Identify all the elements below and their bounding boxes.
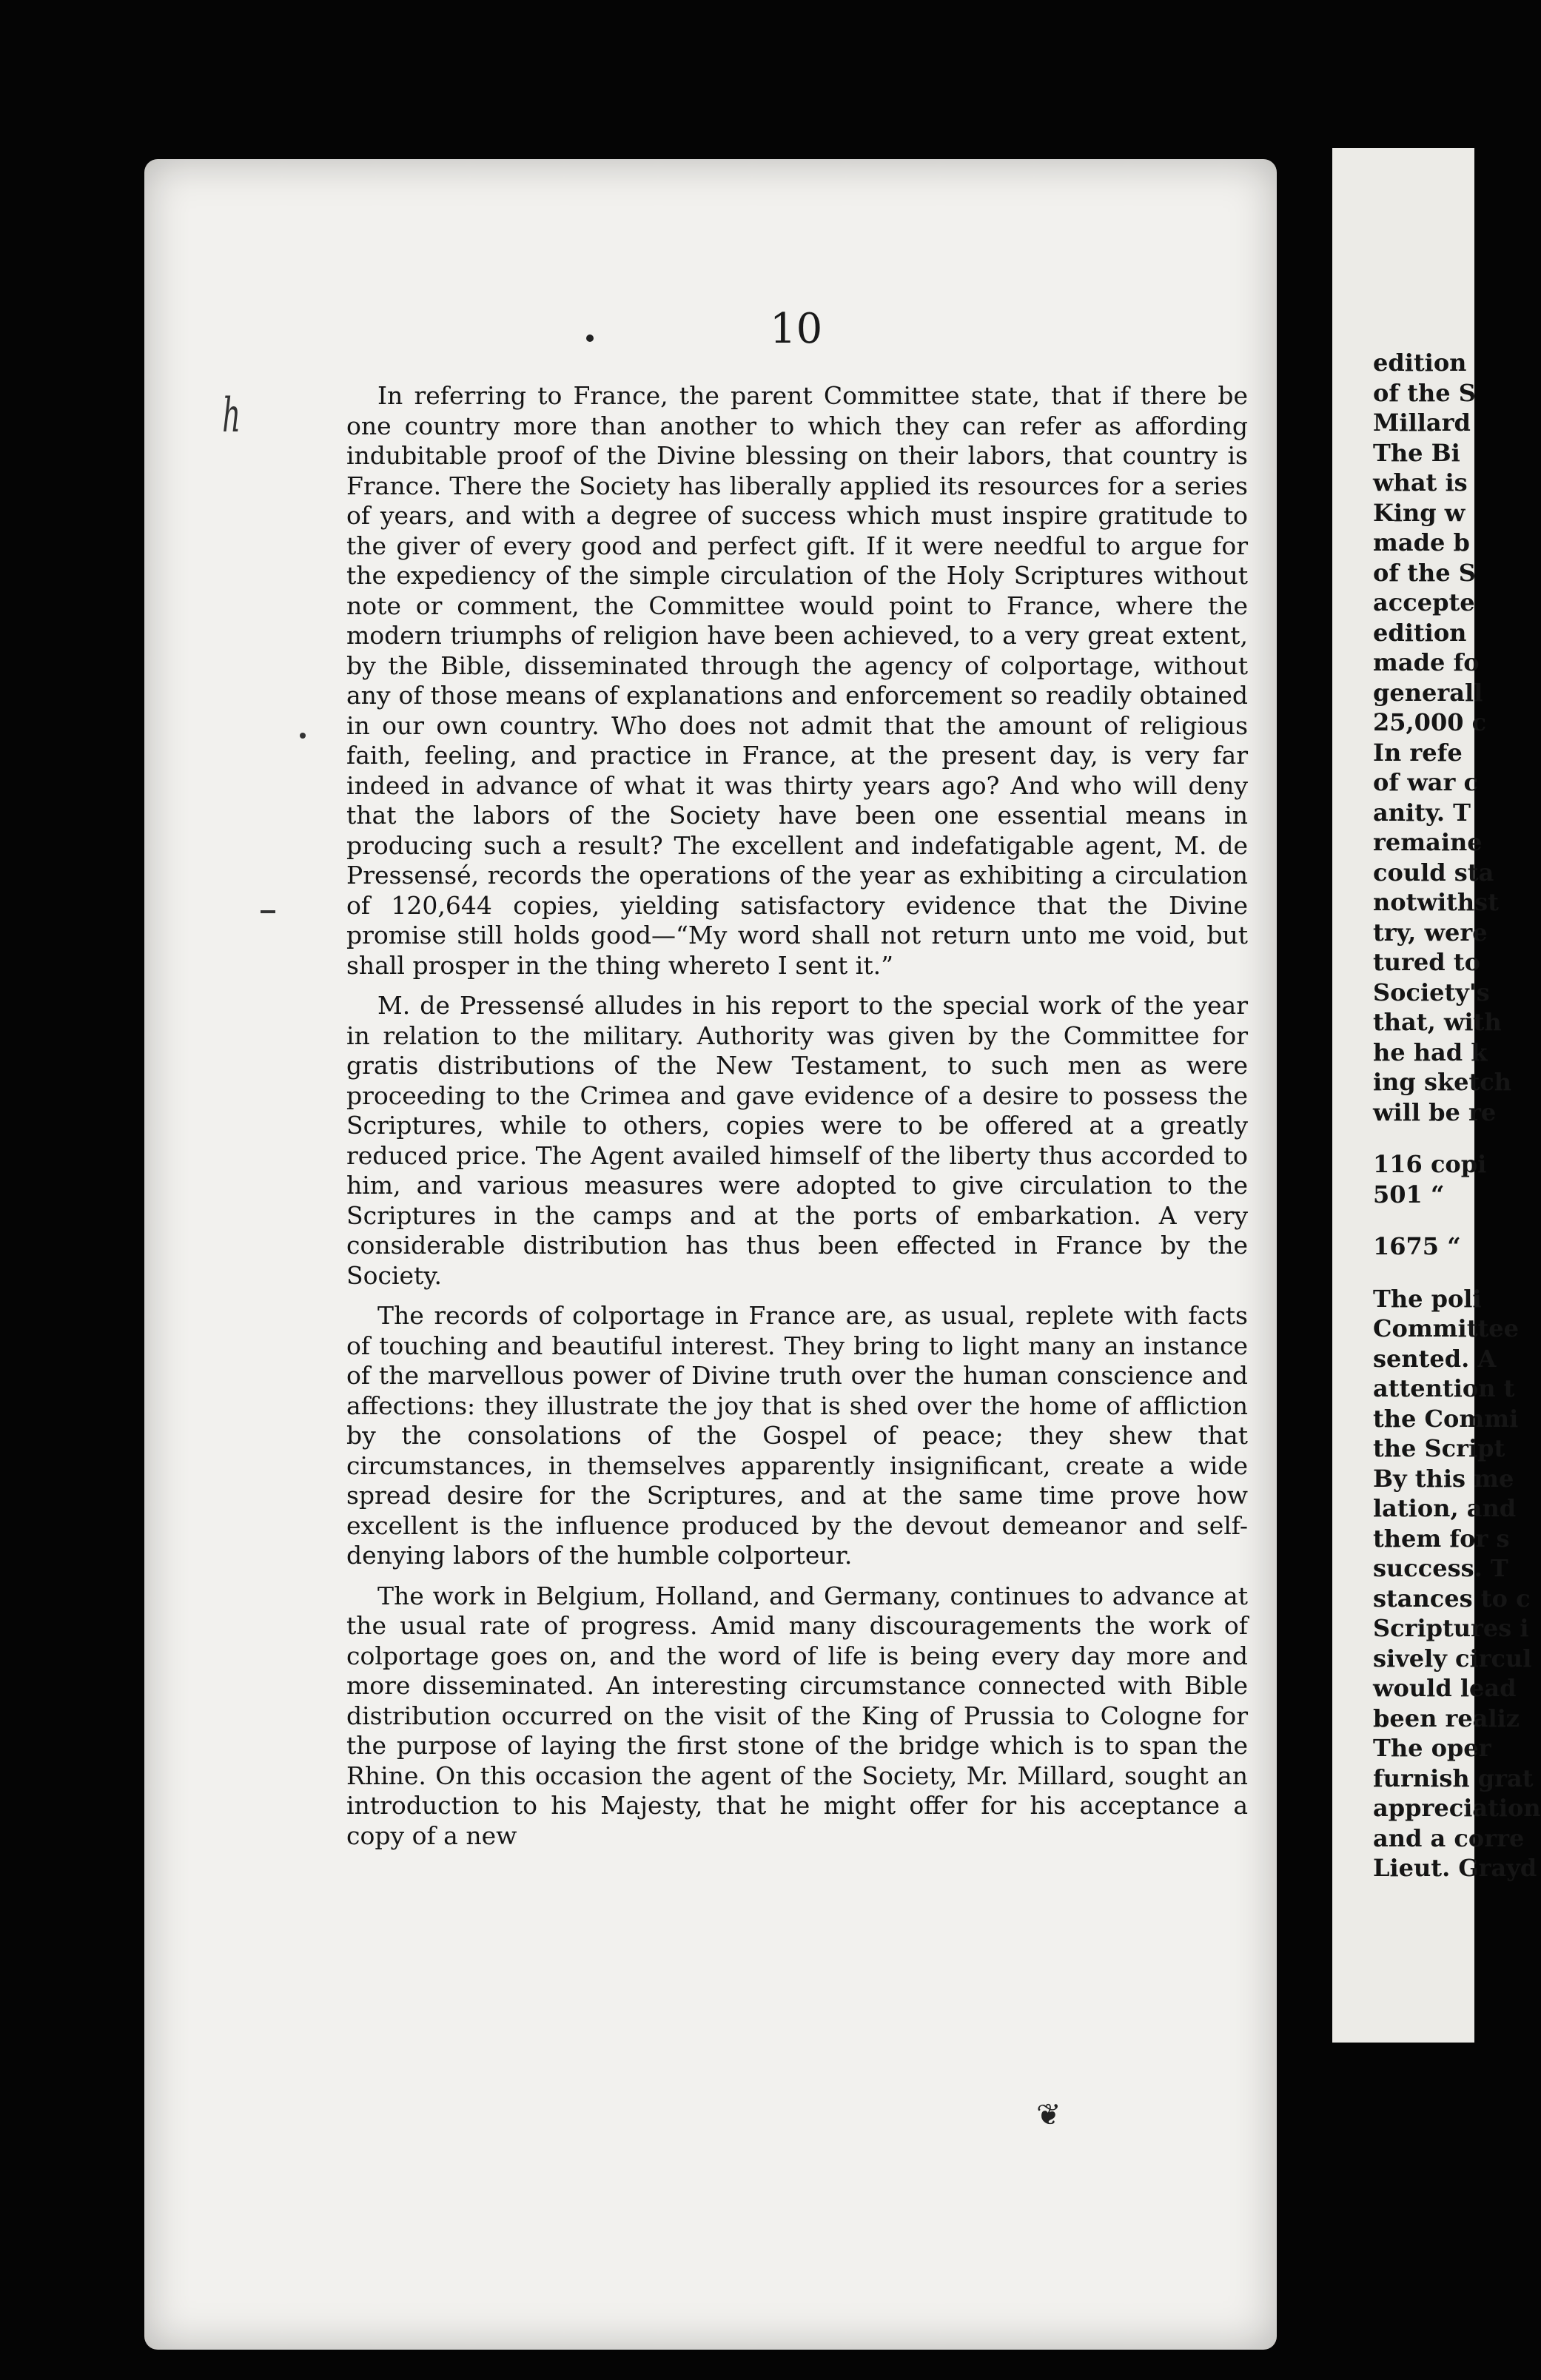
adjacent-page-line: what is (1373, 468, 1468, 497)
adjacent-page-line: 1675 “ (1373, 1232, 1461, 1260)
margin-mark (300, 733, 306, 739)
adjacent-page-line: In refe (1373, 738, 1463, 767)
adjacent-page-line: 25,000 c (1373, 708, 1487, 736)
adjacent-page-line: made fo (1373, 648, 1480, 676)
adjacent-page-line: and a corre (1373, 1823, 1525, 1852)
paragraph-colportage: The records of colportage in France are, as usual, replete with facts of touching and beautiful interest. They bring to light many an instance of the marvellous power of Divine truth over the human conscience and affections: they illustrate the joy that is shed over the home of affliction by the consolations of the Gospel of peace; they shew that circumstances, in themselves apparently insignificant, create a wide spread desire for the Scriptures, and at the same time prove how excellent is the influence produced by the devout demeanor and self-denying labors of the humble colporteur. (346, 1301, 1248, 1570)
adjacent-page-line: King w (1373, 498, 1466, 527)
adjacent-page-line: accepte (1373, 588, 1475, 616)
paragraph-military: M. de Pressensé alludes in his report to the special work of the year in relation to the military. Authority was given by the Committee for gratis distributions of the New Testament, to such men as were proceeding to the Crimea and gave evidence of a desire to possess the Scriptures, while to others, copies were to be offered at a greatly reduced price. The Agent availed himself of the liberty thus accorded to him, and various measures were adopted to give circulation to the Scriptures in the camps and at the ports of embarkation. A very considerable distribution has thus been effected in France by the Society. (346, 991, 1248, 1290)
adjacent-page-line: The poli (1373, 1284, 1482, 1313)
adjacent-page-line: Millard (1373, 409, 1471, 437)
adjacent-page-line (1373, 1209, 1474, 1231)
adjacent-page-line: ing sketch (1373, 1068, 1512, 1096)
adjacent-page-line: Committee (1373, 1314, 1519, 1342)
adjacent-page-line: furnish grat (1373, 1764, 1534, 1792)
adjacent-page-line: By this me (1373, 1464, 1514, 1493)
adjacent-page-line: will be re (1373, 1097, 1497, 1126)
adjacent-page-line: stances to c (1373, 1584, 1531, 1613)
adjacent-page-line: of the S (1373, 378, 1476, 407)
adjacent-page-line: Society's (1373, 978, 1490, 1006)
adjacent-page-line: The oper (1373, 1734, 1491, 1762)
adjacent-page-line: could sta (1373, 858, 1494, 887)
margin-annotation: h (222, 389, 241, 443)
adjacent-page-line: would lead (1373, 1674, 1517, 1702)
adjacent-page-line: appreciation (1373, 1794, 1541, 1822)
body-text (346, 381, 1248, 1861)
margin-dash (261, 910, 275, 913)
paragraph-belgium: The work in Belgium, Holland, and Germany, continues to advance at the usual rate of progress. Amid many discouragements the work of colportage goes on, and the word of life is being every day more and more disseminated. An interesting circumstance connected with Bible distribution occurred on the visit of the King of Prussia to Cologne for the purpose of laying the first stone of the bridge which is to span the Rhine. On this occasion the agent of the Society, Mr. Millard, sought an introduction to his Majesty, that he might offer for his acceptance a copy of a new (346, 1581, 1248, 1850)
ink-dot (586, 335, 594, 342)
adjacent-page-line: he had k (1373, 1038, 1488, 1066)
adjacent-page-line: generall (1373, 678, 1483, 707)
adjacent-page-line: of war c (1373, 768, 1479, 796)
adjacent-page-line: of the S (1373, 558, 1476, 587)
adjacent-page-line: success. T (1373, 1554, 1508, 1582)
adjacent-page-line: anity. T (1373, 798, 1471, 827)
adjacent-page-line: try, were (1373, 918, 1488, 947)
page-number: 10 (770, 305, 823, 353)
adjacent-page-line: edition (1373, 349, 1467, 377)
adjacent-page-line (1373, 1127, 1474, 1149)
adjacent-page-line: 116 copi (1373, 1150, 1487, 1178)
adjacent-page-line: attention t (1373, 1374, 1515, 1402)
paragraph-france: In referring to France, the parent Committee state, that if there be one country more than another to which they can refer as affording indubitable proof of the Divine blessing on their labors, that country is France. There the Society has liberally applied its resources for a series of years, and with a degree of success which must inspire gratitude to the giver of every good and perfect gift. If it were needful to argue for the expediency of the simple circulation of the Holy Scriptures without note or comment, the Committee would point to France, where the modern triumphs of religion have been achieved, to a very great extent, by the Bible, disseminated through the agency of colportage, without any of those means of explanations and enforcement so readily obtained in our own country. Who does not admit that the amount of religious faith, feeling, and practice in France, at the present day, is very far indeed in advance of what it was thirty years ago? And who will deny that the labors of the Society have been one essential means in producing such a result? The excellent and indefatigable agent, M. de Pressensé, records the operations of the year as exhibiting a circulation of 120,644 copies, yielding satisfactory evidence that the Divine promise still holds good—“My word shall not return unto me void, but shall prosper in the thing whereto I sent it.” (346, 381, 1248, 980)
adjacent-page-line: tured to (1373, 948, 1480, 976)
adjacent-page-line (1373, 1262, 1474, 1284)
adjacent-page-line: edition (1373, 618, 1467, 647)
adjacent-page-line: lation, and (1373, 1494, 1517, 1522)
adjacent-page-line: Scriptures i (1373, 1614, 1529, 1642)
adjacent-page-line: sented. A (1373, 1344, 1497, 1373)
adjacent-page-line: remaine (1373, 828, 1483, 856)
adjacent-page-line: the Script (1373, 1434, 1505, 1462)
adjacent-page-line: notwithst (1373, 888, 1499, 916)
adjacent-page-line: Lieut. Grayd (1373, 1854, 1537, 1882)
adjacent-page-line: been realiz (1373, 1704, 1520, 1732)
adjacent-page-line: made b (1373, 528, 1470, 557)
adjacent-page-line: sively circul (1373, 1644, 1532, 1673)
adjacent-page-text (1373, 348, 1541, 1883)
adjacent-page-line: the Commi (1373, 1404, 1519, 1433)
adjacent-page-line: that, with (1373, 1008, 1502, 1036)
adjacent-page-line: The Bi (1373, 438, 1460, 467)
adjacent-page-line: them for s (1373, 1524, 1510, 1553)
adjacent-page-line: 501 “ (1373, 1180, 1445, 1209)
ink-mark: ❦ (1036, 2098, 1061, 2132)
